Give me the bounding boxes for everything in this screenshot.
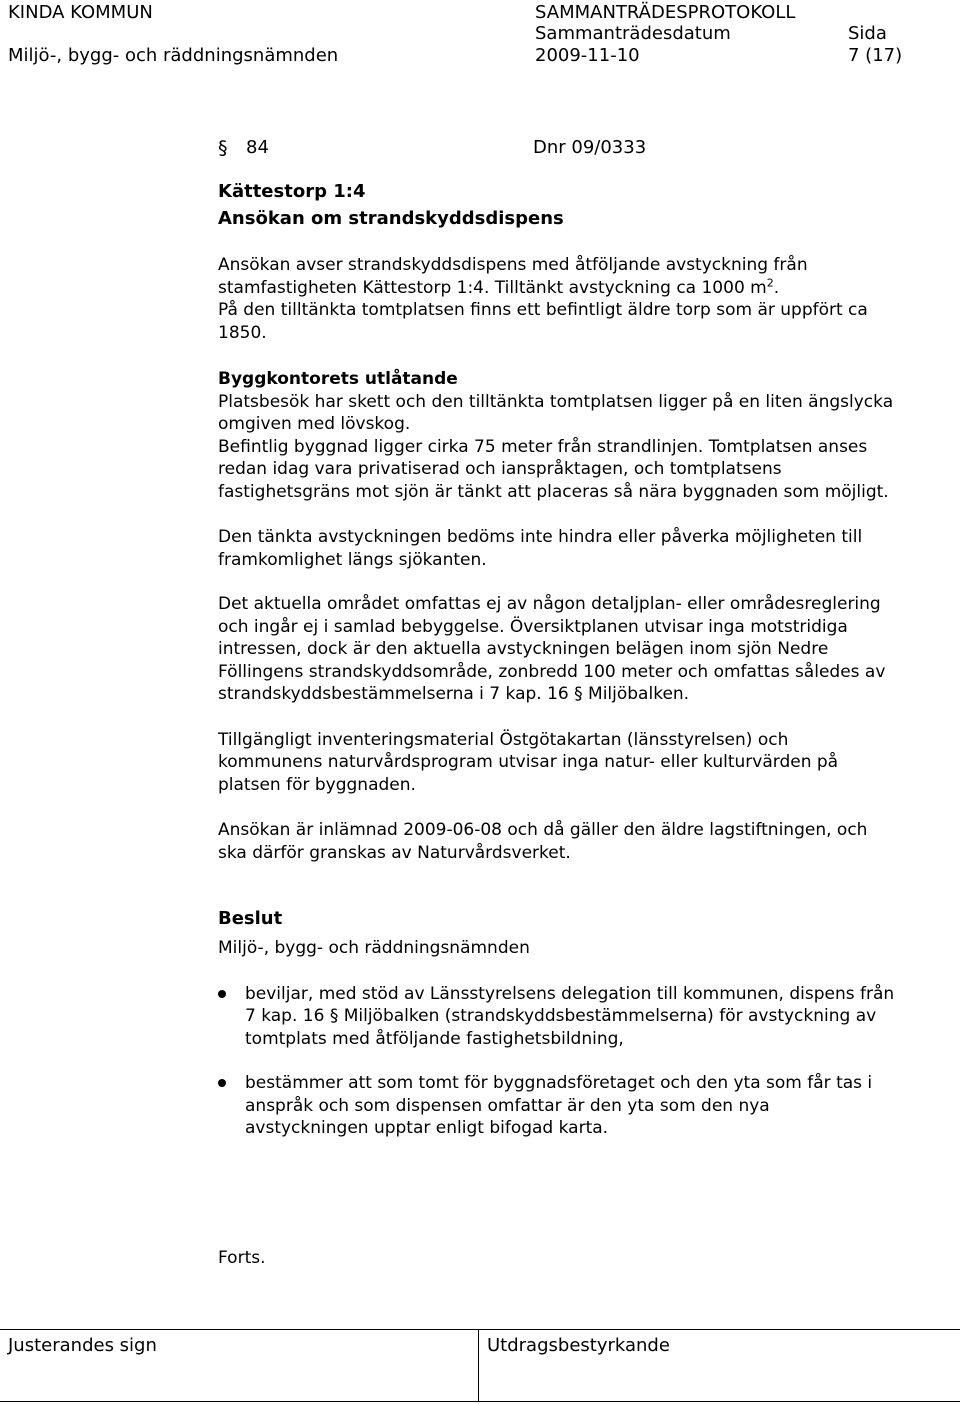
bullet-line: beviljar, med stöd av Länsstyrelsens delegation till kommunen, dispens från bbox=[245, 984, 895, 1004]
intro-line: stamfastigheten Kättestorp 1:4. Tilltänkt avstyckning ca 1000 $m^2$. bbox=[218, 276, 780, 298]
paragraph-line: strandskyddsbestämmelserna i 7 kap. 16 § Miljöbalken. bbox=[218, 684, 690, 704]
org-name: KINDA KOMMUN bbox=[8, 2, 153, 23]
case-number: 84 bbox=[246, 137, 269, 158]
paragraph-line: Föllingens strandskyddsområde, zonbredd 100 meter och omfattas således av bbox=[218, 662, 886, 682]
paragraph-line: platsen för byggnaden. bbox=[218, 775, 416, 795]
decision-heading: Beslut bbox=[218, 908, 283, 929]
bullet-line: tomtplats med åtföljande fastighetsbildning, bbox=[245, 1029, 624, 1049]
footer-top-rule bbox=[0, 1329, 960, 1330]
bullet-line: anspråk och som dispensen omfattar är den yta som den nya bbox=[245, 1096, 770, 1116]
date-label: Sammanträdesdatum bbox=[535, 23, 731, 44]
paragraph-line: Ansökan är inlämnad 2009-06-08 och då gäller den äldre lagstiftningen, och bbox=[218, 820, 868, 840]
paragraph-line: Platsbesök har skett och den tilltänkta tomtplatsen ligger på en liten ängslycka bbox=[218, 392, 894, 412]
paragraph-line: Det aktuella området omfattas ej av någon detaljplan- eller områdesreglering bbox=[218, 594, 881, 614]
section-heading: Byggkontorets utlåtande bbox=[218, 369, 458, 389]
footer-divider bbox=[478, 1329, 479, 1402]
bullet-icon bbox=[218, 1079, 226, 1087]
bullet-line: bestämmer att som tomt för byggnadsföretaget och den yta som får tas i bbox=[245, 1073, 873, 1093]
decision-body: Miljö-, bygg- och räddningsnämnden bbox=[218, 938, 530, 958]
bullet-line: avstyckningen upptar enligt bifogad karta. bbox=[245, 1118, 609, 1138]
extract-box-label: Utdragsbestyrkande bbox=[487, 1335, 670, 1356]
intro-line: Ansökan avser strandskyddsdispens med åtföljande avstyckning från bbox=[218, 255, 808, 275]
paragraph-line: Befintlig byggnad ligger cirka 75 meter från strandlinjen. Tomtplatsen anses bbox=[218, 437, 868, 457]
meeting-date: 2009-11-10 bbox=[535, 45, 640, 66]
paragraph-line: ska därför granskas av Naturvårdsverket. bbox=[218, 843, 571, 863]
case-dnr: Dnr 09/0333 bbox=[533, 137, 647, 158]
paragraph-line: fastighetsgräns mot sjön är tänkt att placeras så nära byggnaden som möjligt. bbox=[218, 482, 889, 502]
committee-name: Miljö-, bygg- och räddningsnämnden bbox=[8, 45, 339, 66]
page-number: 7 (17) bbox=[848, 45, 903, 66]
intro-line: 1850. bbox=[218, 323, 267, 343]
paragraph-line: kommunens naturvårdsprogram utvisar inga natur- eller kulturvärden på bbox=[218, 752, 839, 772]
paragraph-line: och ingår ej i samlad bebyggelse. Översiktplanen utvisar inga motstridiga bbox=[218, 617, 848, 637]
paragraph-line: redan idag vara privatiserad och ianspråktagen, och tomtplatsens bbox=[218, 459, 782, 479]
paragraph-line: Tillgängligt inventeringsmaterial Östgötakartan (länsstyrelsen) och bbox=[218, 730, 789, 750]
section-symbol: § bbox=[218, 137, 228, 159]
page-label: Sida bbox=[848, 23, 887, 44]
paragraph-line: framkomlighet längs sjökanten. bbox=[218, 550, 487, 570]
doc-type: SAMMANTRÄDESPROTOKOLL bbox=[535, 2, 796, 23]
case-subtitle: Ansökan om strandskyddsdispens bbox=[218, 208, 564, 229]
paragraph-line: omgiven med lövskog. bbox=[218, 414, 411, 434]
bullet-icon bbox=[218, 990, 226, 998]
paragraph-line: intressen, dock är den aktuella avstyckningen belägen inom sjön Nedre bbox=[218, 639, 829, 659]
paragraph-line: Den tänkta avstyckningen bedöms inte hindra eller påverka möjligheten till bbox=[218, 527, 863, 547]
bullet-line: 7 kap. 16 § Miljöbalken (strandskyddsbestämmelserna) för avstyckning av bbox=[245, 1006, 877, 1026]
intro-line: På den tilltänkta tomtplatsen finns ett befintligt äldre torp som är uppfört ca bbox=[218, 300, 868, 320]
footer-bottom-rule bbox=[0, 1401, 960, 1402]
continued-note: Forts. bbox=[218, 1248, 266, 1268]
case-title: Kättestorp 1:4 bbox=[218, 181, 366, 202]
sign-box-label: Justerandes sign bbox=[8, 1335, 157, 1356]
